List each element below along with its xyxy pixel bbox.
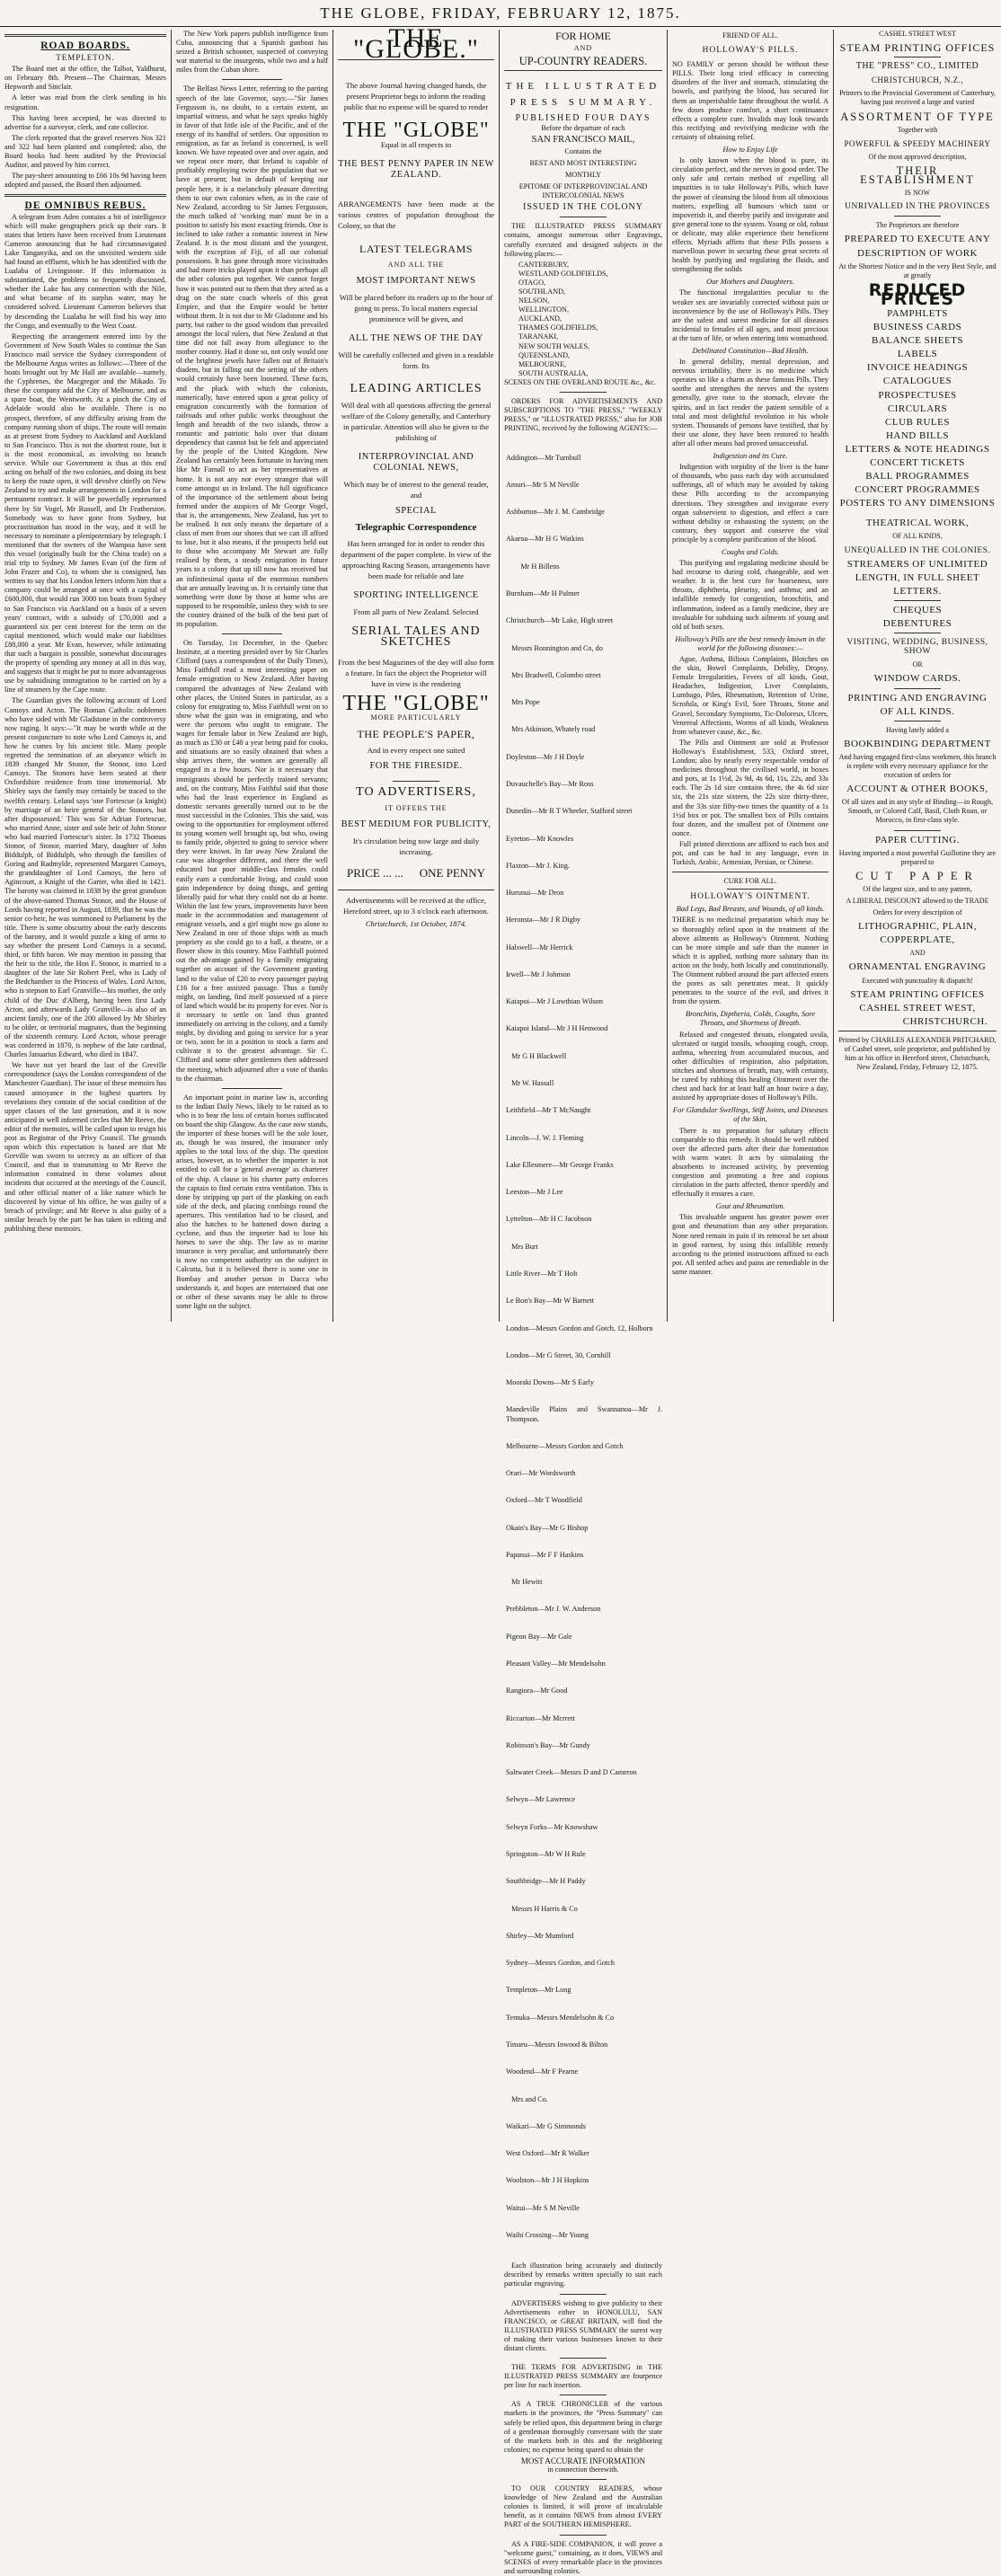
visiting-cards: VISITING, WEDDING, BUSINESS, SHOW [846, 638, 988, 657]
steam-printing-offices: STEAM PRINTING OFFICES [839, 41, 996, 55]
subheading: For Glandular Swellings, Stiff Joints, and Diseases of the Skin, [672, 1106, 828, 1124]
agent-item: Temuka—Messrs Mendelsohn & Co [506, 2013, 615, 2022]
deal-text: Will deal with all questions affecting the general welfare of the Colony generally, and Canterbury in particular. Attention will also be given to the publishing of [341, 401, 492, 442]
agent-item: Mrs Bradwell, Colombo street [506, 670, 601, 679]
service-item: CIRCULARS [887, 403, 948, 414]
paragraph: This purifying and regulating medicine should be had recourse to during cold, changeable, and wet weather. It is the best cure for hoarseness, sore throats, diphtheria, pleurisy, and asthma; and an infallible remedy for congestion, bronchitis, and inflammation, indeed as a family medicine, they are invaluable for subduing such ailments of young and old of both sexes. [672, 559, 828, 631]
agent-item: Leithfield—Mr T McNaught [506, 1106, 591, 1115]
of-all-kinds: OF ALL KINDS, [892, 532, 943, 541]
country-paragraph: TO OUR COUNTRY READERS, whose knowledge of New Zealand and the Australian colonies is limited, it will prove of incalculable benefit, as it contains NEWS from almost EVERY PART of the SOUTHERN HEMISPHERE. [504, 2484, 662, 2529]
holloways-ointment-heading: HOLLOWAY'S OINTMENT. [690, 892, 811, 902]
their-establishment: THEIR ESTABLISHMENT [860, 164, 975, 187]
paragraph: Is only known when the blood is pure, its circulation perfect, and the nerves in good order. The only safe and certain method of expelling all impurities is to take Holloway's Pills, which have the power of cleansing the blood from all obnoxious matters, expelling all humours which taint or impoverish it, and thereby purify and invigorate and give general tone to the system. Young or old, robust or delicate, may alike experience their beneficent effects. Myriads affirm that these Pills possess a marvellous power in securing these great secrets of health by purifying and regulating the fluids, and strengthening the solids [672, 156, 828, 274]
subheading: Bronchitis, Diptheria, Colds, Coughs, Sore Throats, and Shortness of Breath. [685, 1010, 816, 1028]
place-item: TARANAKI, [518, 332, 559, 341]
monthly-label: MONTHLY [564, 170, 602, 179]
press-summary-title: PRESS SUMMARY. [509, 97, 657, 109]
paragraph: The New York papers publish intelligence from Cuba, announcing that a Spanish gunboat has seized a British schooner, suspected of conveying war material to the insurgents, while two and a half miles from the Cuban shore. [176, 30, 328, 75]
service-item: BALANCE SHEETS [871, 335, 964, 347]
lithographic: LITHOGRAPHIC, PLAIN, [858, 921, 977, 933]
agent-item: Templeton—Mr Long [506, 1986, 571, 1995]
proprietors-label: The Proprietors are therefore [875, 221, 960, 230]
column-road-boards [0, 30, 171, 1322]
paragraph: The Belfast News Letter, referring to the parting speech of the late Governor, says:—"Sir James Fergusson is, no doubt, to a certain extent, an impartial witness, and what he says speaks highly in favor of that little isle of the Pacific, and of the energy of its handful of settlers. Our opposition to emigration, as far as Ireland is concerned, is well known. We have repeated over and over again, and we repeat once more, that Ireland is capable of profitably employing twice the population that we have at present; but in default of keeping our people here, it is a melancholy pleasure directing them to our own colonies when, as in the case of New Zealand, according to Sir James Fergusson, the much talked of 'working man' must be in a position to satisfy his most exacting friends. One is inclined to take rather a romantic interest in New Zealand. It is the most distant and the youngest, with the exception of Fiji, of all our colonial possessions. It has gone through more vicissitudes and had more tricks played upon it than perhaps all the other colonies put together. We cannot forget how it was pointed out to them that they acted as a drag on the state coach wheels of this great Empire, and that the Empire would be better without them. It is not due to Mr Gladstone and his party, but rather to the good wisdom that prevailed amongst the local rulers, that New Zealand at that time did not fall away from allegiance to the mother country. Had it done so, not only would one of the brightest jewels have fallen out of Britain's diadem, but in falling out the setting of the others would certainly have been loosened. These facts, and the pluck with which the colonists, numerically, have entered upon a great policy of emigration concurrently with the formation of railroads and other public works throughout the length and breadth of the two islands, throw a romantic and patriotic halo over that distant dependency that cannot but be felt and appreciated by the people of the United Kingdom. New Zealand has certainly been fortunate in having men like Mr Farnall to act as her representatives at home. It is not any nor every stranger that will come amongst us in Ireland. The full significance of the importance of the settlement about being formed under the auspices of Mr George Vogel, that is, the arrangements, New Zealand, has yet to be realised. It not only means the departure of a class of men from our shores that we can ill afford to lose, but it also means, if the prospects held out to those who accompany Mr Stewart are fully realised by them, a steady emigration in future years to a colony that up till now has received but an infinitesimal quota of the enormous numbers that are annually leaving us. It is certainly time that something were done by those at home who are supposed to be responsible, unless they wish to see the country drained of the bulk of the best part of its population. [176, 84, 328, 628]
paragraph: Full printed directions are affixed to each box and pot, and can be had in any language, even in Turkish, Arabic, Armenian, Persian, or Chinese. [672, 839, 828, 867]
agent-item: Riccarton—Mr Mcrrett [506, 1713, 575, 1722]
agent-item: Mr G H Blackwell [506, 1051, 567, 1060]
agent-item: Prebbleton—Mr J. W. Anderson [506, 1605, 601, 1614]
and-label: AND [909, 949, 926, 958]
summary-paragraph: THE ILLUSTRATED PRESS SUMMARY contains, amongst numerous other Engravings, carefully executed and designed subjects in the following places:— [504, 222, 662, 258]
agent-item: London—Mr G Street, 30, Cornhill [506, 1350, 611, 1359]
globe-title-3: THE "GLOBE" [342, 692, 490, 715]
place-item: MELBOURNE, [518, 359, 566, 368]
sporting-intelligence: SPORTING INTELLIGENCE [353, 590, 479, 600]
service-item: POSTERS TO ANY DIMENSIONS [839, 498, 996, 509]
agent-item: Dunedin—Mr R T Wheeler, Stafford street [506, 807, 633, 816]
christchurch-2: CHRISTCHURCH. [902, 1015, 988, 1027]
from-best-text: From the best Magazines of the day will also form a feature. In fact the object the Proprietor will have in view is the rendering [338, 658, 494, 688]
divider [560, 392, 607, 393]
chronicler-paragraph: AS A TRUE CHRONICLER of the various markets in the provinces, the "Press Summary" can safely be relied upon, this department being in charge of a gentleman thoroughly conversant with the state of the markets both in this and the neighboring colonies; no expense being spared to obtain the [504, 2400, 662, 2454]
agent-item: Kaiapoi Island—Mr J H Henwood [506, 1024, 608, 1033]
agent-item: Leeston—Mr J Lee [506, 1188, 563, 1197]
account-books: ACCOUNT & OTHER BOOKS, [846, 783, 988, 795]
length-full-sheet: LENGTH, IN FULL SHEET [855, 571, 980, 583]
powerful-machinery: POWERFUL & SPEEDY MACHINERY [844, 138, 991, 148]
agent-item: London—Messrs Gordon and Gotch, 12, Holborn [506, 1323, 653, 1332]
subheading: Debilitated Constitution—Bad Health. [692, 347, 809, 355]
agent-item: Okain's Bay—Mr G Bishop [506, 1523, 589, 1532]
paragraph: Respecting the arrangement entered into by the Government of New South Wales to continue the San Francisco mail service the Sydney correspondent of the Melbourne Argus writes as follows:—Three of the boats brought out by Mr Hall are available—namely, the Cyphrenes, the Macgregor and the Mikado. To these the company add the City of Melbourne, and as a spare boat, the Wentworth. At a pinch the City of Adelaide would also be available. There is no prospect, therefore, of any difficulty arising from the company running short of ships. The route will remain as at present from Sydney to Auckland and Auckland to San Francisco. This is not the shortest route, but it is the most economical, as involving no branch service. While our Government is thus at this end acting on behalf of the two colonies, and doing its best to keep the route open, it will devolve chiefly on New Zealand to try and make arrangements in London for a permanent contract. It will be powerfully represented there by Sir Vogel, Mr Russell, and Dr Featherston. Somebody was to have gone from Sydney, but procrastination has stood in the way, and it will be necessary to nominate a plenipotentiary by telegraph. I mentioned that the owners of the Wampoa have sent this vessel (originally built for the China trade) on a trial trip to Sydney. Mr James Evan (of the firm of John Frazer and Co), to whom she is consigned, has written to say that his London letters inform him that a company could be arranged at once with a capital of £600,000, that would run 3000 ton boats from Sydney to San Francisco via Auckland on a basis of a seven years' contract, with a subsidy of £70,000 and a guaranteed six per cent interest for the term on the capital mentioned, which would make our liabilities £88,000 a year. Mr Evan, however, while intimating that such a bargain is possible, somewhat discourages the property of spending any money at all in this way, and suggests that it might be put to more advantageous use by subsidising immigration to be carried on by a line of steamers by the Cape route. [4, 332, 166, 695]
most-accurate: MOST ACCURATE INFORMATION [520, 2456, 646, 2465]
agent-item: Little River—Mr T Holt [506, 1270, 578, 1278]
column-printing-ad [834, 30, 1001, 1322]
agent-item: Southbridge—Mr H Paddy [506, 1877, 586, 1886]
best-medium: BEST MEDIUM FOR PUBLICITY, [341, 819, 492, 829]
unequalled: UNEQUALLED IN THE COLONIES. [844, 545, 991, 555]
agent-item: Addington—Mr Turnbull [506, 453, 581, 462]
service-item: PROSPECTUSES [878, 389, 957, 401]
engaged-text: And having engaged first-class workmen, this branch is replete with every necessary appliance for the execution of orders for [838, 752, 997, 780]
orders-paragraph: ORDERS FOR ADVERTISEMENTS AND SUBSCRIPTIONS TO "THE PRESS," "WEEKLY PRESS," or "ILLUSTRATED PRESS," also for JOB PRINTING, received by the following AGENTS:— [504, 397, 662, 433]
circulation-text: It's circulation being now large and daily increasing. [352, 837, 480, 856]
it-offers: IT OFFERS THE [385, 804, 447, 812]
of-all-kinds-2: OF ALL KINDS. [880, 705, 955, 717]
printing-engraving: PRINTING AND ENGRAVING [847, 692, 988, 704]
having-added: Having lately added a [886, 725, 949, 734]
divider [560, 2479, 607, 2480]
agent-item: Orari—Mr Wordsworth [506, 1469, 576, 1478]
divider [560, 2294, 607, 2295]
agent-item: Papanui—Mr F F Haskins [506, 1550, 584, 1559]
agent-item: Pleasant Valley—Mr Mendelsohn [506, 1660, 606, 1669]
printers-imprint: Printed by CHARLES ALEXANDER PRITCHARD, of Cashel street, sole proprietor, and published by him at his office in Hereford street, Christchurch, New Zealand, Friday, February 12, 1875. [838, 1035, 997, 1072]
to-advertisers: TO ADVERTISERS, [356, 785, 476, 799]
steam-printing-2: STEAM PRINTING OFFICES [850, 988, 985, 1000]
agent-item: Mrs Burt [506, 1242, 538, 1251]
shortest-notice: At the Shortest Notice and in the very Best Style, and at greatly [838, 261, 997, 279]
subheading: Gout and Rheumatism. [715, 1202, 785, 1211]
fireside-paragraph: AS A FIRE-SIDE COMPANION, it will prove a "welcome guest," containing, as it does, VIEWS and SCENES of every remarkable place in the provinces and surrounding colonies. [504, 2539, 662, 2575]
agent-item: Lincoln—J. W. J. Fleming [506, 1133, 584, 1142]
press-company: THE "PRESS" CO., LIMITED [855, 61, 979, 72]
divider [560, 2358, 607, 2359]
agent-item: Heronsta—Mr J R Digby [506, 916, 581, 925]
divider [894, 600, 942, 601]
divider [504, 70, 662, 71]
interest-text: Which may be of interest to the general reader, and [343, 480, 489, 500]
agent-item: Rangiora—Mr Good [506, 1686, 568, 1695]
printers-text: Printers to the Provincial Government of Canterbury, having just received a large and varied [839, 89, 996, 107]
globe-title: THE "GLOBE." [353, 23, 479, 64]
de-omnibus-heading: DE OMNIBUS REBUS. [24, 200, 146, 212]
agent-item: Timaru—Messrs Inwood & Bilton [506, 2040, 608, 2049]
fireside-label: FOR THE FIRESIDE. [369, 761, 463, 771]
paragraph: An important point in marine law is, according to the Indian Daily News, likely to be raised as to who is to bear the loss of certain horses suffocated on board the ship Glasgow. As the case now stands, the importer of these horses will be the sole loser, as, though he was insured, the insurance only applies to the total loss of the ship. The question arises, however, as to whether the importer is not entitled to call for a 'general average' as charterer of the ship. A clause in his charter party enforces the captain to find certain extra ventilation. This is done by stripping up part of the planking on each side of the deck, and placing combings round the apertures. This ventilation had to be closed, and also the hatches to be battened down during a cyclone, and thus the importer had to lose his horses to save the ship. The law as to marine insurance is very peculiar, and unfortunately there is now no competent authority on the subject in Calcutta, but it is believed there is some one in Bombay and another person in Dacca who understands it, and hopes are entertained that one or other of these savants may be able to throw some light on the subject. [176, 1093, 328, 1310]
has-been-text: Has been arranged for in order to render this department of the paper complete. In view of the approaching Racing Season, arrangements have been made for reliable and late [341, 539, 492, 580]
largest-size: Of the largest size, and to any pattern, [863, 884, 972, 893]
paragraph: The clerk reported that the gravel reserves Nos 321 and 322 had been planted and completed; also, the Board books had been audited by the Provincial Auditor, and proved by him correct. [4, 133, 166, 170]
more-particularly: MORE PARTICULARLY [370, 713, 462, 721]
divider [222, 1088, 283, 1089]
sizes-text: Of all sizes and in any style of Binding—in Rough, Smooth, or Colored Calf, Basil, Cloth Roan, or Morocco, in first-class style. [841, 798, 994, 825]
agent-item: Selwyn Forks—Mr Knowshaw [506, 1822, 598, 1831]
paper-cutting: PAPER CUTTING. [875, 834, 960, 845]
service-item: HAND BILLS [885, 429, 950, 441]
orders-label: Orders for every description of [873, 908, 962, 917]
divider [560, 2535, 607, 2536]
serial-tales: SERIAL TALES AND SKETCHES [351, 624, 481, 649]
divider [894, 57, 942, 58]
divider [4, 194, 166, 197]
agent-item: Saltwater Creek—Messrs D and D Cameron [506, 1768, 637, 1777]
bookbinding: BOOKBINDING DEPARTMENT [844, 738, 991, 749]
agent-item: West Oxford—Mr R Walker [506, 2149, 589, 2158]
agent-item: Waitui—Mr S M Neville [506, 2203, 580, 2212]
agent-item: Mr Hewitt [506, 1578, 543, 1587]
ornamental-engraving: ORNAMENTAL ENGRAVING [848, 961, 987, 973]
paragraph: The Guardian gives the following account of Lord Camoys and Acton. The Roman Catholic noblemen who have sided with Mr Gladstone in the controversy now raging. It says:—"It may be worth while at the present conjuncture to note who Lord Camoys is, and how he comes by his ancient title. Many people regretted the termination of an abeyance which in 1839 changed Mr Stonor, the Stonor, into Lord Camoys. The Stonors have been seated at their Oxfordshire residence from time immemorial. Mr Shirley says the family may certainly be traced to the twelfth century. Leland says 'one Fortescue (a knight) by marriage of an heire general of the Stonors, but after dispossessed.' This was Sir Adrian Fortescue, who married Anne, sister and sole heir of John Stonor who had married Fortescue's sister. In 1732 Thomas Stonor, of Stonor, married Mary, daughter of John Biddulph, of Biddulph, who through the families of Goring and Radmylde, represented Margaret Camoys, the granddaughter of Lord Camoys, the hero of Agincourt, a Knight of the Garter, who died in 1421. The barony was claimed in 1838 by the great grandson of the above-named Thomas Stonor, and the House of Lords having reported in August, 1839, that he was the senior co-heir, he was summoned to Parliament by the title. There is some obscurity about the early descents of the barony, and it would puzzle a king of arms to say whether the present Lord Camoys is a second, third, or fifth baron. We may mention in passing that the heir to the title, the Hon F. Stonor, is married to a daughter of the late Sir Robert Peel, who is Lady of the Bedchamber to the Princess of Wales. Lord Acton, who is stepson to Earl Granville—his mother, the only child of the Duc d'Alberg, having been first Lady Acton, and afterwards Lady Granville—is also of an ancient family, one of the 200 allowed by Mr Shirley to be older, or territorial magnates, than the beginning of the sixteenth century. Lord Acton, whose peerage was conferred in 1870, is nephew of the late cardinal, Charles Januarius Edward, who died in 1847. [4, 696, 166, 1059]
place-item: CANTERBURY, [518, 260, 570, 269]
column-globe-ad [333, 23, 499, 1322]
service-item: CONCERT PROGRAMMES [855, 484, 980, 496]
assortment-of-type: ASSORTMENT OF TYPE [840, 110, 995, 123]
agent-item: Shirley—Mr Mumford [506, 1931, 574, 1940]
paragraph: On Tuesday, 1st December, in the Quebec Institute, at a meeting presided over by Sir Charles Clifford (says a correspondent of the Daily Times), Miss Faithfull read a most interesting paper on female emigration to New Zealand. After having compared the advantages of New Zealand with other places, the United States in particular, as a colony for emigrating to, Miss Faithfull went on to show what the gain was in emigrating, and who were the persons who ought to emigrate. The wages for female labor in New Zealand are high, as much as £30 or £40 a year being paid for cooks, and situations are so easily obtained that when a ship arrives there, the women are generally all engaged in a few hours. Nor is it necessary that immigrants should be perfectly trained servants; and, on the contrary, Miss Faithful said that those who had the least experience in England as domestic servants generally turned out to be the most successful in the Colonies. This she said, was owing to the opportunities for employment offered to young women well brought up, but who, owing to family pride, objected to going to service where they were known. In far away New Zealand the case was altogether different, and there the well educated but poor middle-class females could easily earn a comfortable living, and could soon gain independence by doing things, and getting liberally paid for what they could not do at home. Within the last few years, improvements have been made in the accommodation and management of emigrant vessels, and a girl might now go alone to New Zealand in one of those ships with as much propriety as she could go to a ball, a theatre, or a flower show in this country. Miss Faithfull pointed out the advantage gained by a family emigrating together on account of the Government granting land to the value of £20 to every passenger paying £16 for a free assisted passage. Thus a family might, on landing, find itself possessed of a piece of land which would be its property for ever. Nor is it necessary to settle on land thus granted immediately on arriving in the colony, and a family might, by dividing and going to service for a year or two, soon be in a position to stock a farm and cultivate it to the greatest advantage. Sir C. Clifford and some other gentlemen then addressed the meeting, which adjourned after a vote of thanks to the chairman. [176, 639, 328, 1083]
for-home: FOR HOME [555, 30, 611, 42]
place-item: SCENES ON THE OVERLAND ROUTE &c., &c. [504, 377, 656, 386]
up-country: UP-COUNTRY READERS. [518, 55, 648, 68]
place-item: WELLINGTON, [518, 305, 570, 314]
ads-received-text: Advertisements will be received at the office, Hereford street, up to 3 o'clock each afternoon. [343, 896, 489, 916]
or-label: OR [912, 660, 923, 669]
service-item: LETTERS & NOTE HEADINGS [845, 443, 990, 455]
reduced-prices: REDUCED PRICES [868, 279, 967, 309]
agents-list [504, 435, 662, 2258]
leading-articles: LEADING ARTICLES [350, 382, 483, 395]
arrangements-text: ARRANGEMENTS have been made at the various centres of population throughout the Colony, so that the [338, 199, 494, 230]
agent-item: Duvauchelle's Bay—Mr Ross [506, 779, 594, 788]
best-most-interesting: BEST AND MOST INTERESTING [529, 158, 637, 167]
illustrated-title: THE ILLUSTRATED [505, 81, 661, 93]
divider [894, 216, 942, 217]
streamers: STREAMERS OF UNLIMITED [846, 558, 988, 570]
agent-item: Pigeon Bay—Mr Gale [506, 1632, 572, 1641]
paragraph: Ague, Asthma, Bilious Complaints, Blotches on the skin, Bowel Complaints, Debility, Dropsy, Female Irregularities, Fevers of all kinds, Gout, Headaches, Indigestion, Liver Complaints, Lumbago, Piles, Rheumatism, Retention of Urine, Scrofula, or King's Evil, Sore Throats, Stone and Gravel, Secondary Symptoms, Tic-Doloreux, Ulcers, Venereal Affections, Worms of all kinds, Weakness from whatever cause, &c., &c. [672, 655, 828, 736]
globe-title-2: THE "GLOBE" [342, 119, 490, 142]
and-in-text: And in every respect one suited [367, 746, 465, 755]
cashel-street: CASHEL STREET WEST [879, 30, 956, 38]
paragraph: The pay-sheet amounting to £66 10s 9d having been adopted and passed, the Board then adjourned. [4, 172, 166, 190]
and-label: AND [573, 44, 593, 53]
holloways-pills-heading: HOLLOWAY'S PILLS. [702, 46, 799, 56]
road-boards-heading: ROAD BOARDS. [40, 40, 130, 51]
agent-item: Kaiapoi—Mr J Lowthian Wilson [506, 997, 603, 1006]
paragraph: In general debility, mental depression, and nervous irritability, there is no medicine which operates so like a charm as these famous Pills. They soothe and strengthen the nerves and the system generally, give tone to the stomach, elevate the spirits, and in fact render the patient sensible of a total and most delightful revolution in his whole system. Thousands of persons have testified, that by their use alone, they have been restored to health after all other means had proved unsuccessful. [672, 358, 828, 447]
from-all-text: From all parts of New Zealand. Selected [353, 607, 479, 616]
agent-item: Mandeville Plains and Swannanoa—Mr J. Thompson. [506, 1405, 662, 1423]
column-news [172, 30, 332, 1322]
letters-label: LETTERS. [893, 585, 942, 597]
best-penny-text: THE BEST PENNY PAPER IN NEW ZEALAND. [338, 159, 494, 180]
christchurch-nz: CHRISTCHURCH, N.Z., [871, 75, 964, 85]
agent-item: Amuri—Mr S M Neville [506, 480, 580, 489]
peoples-paper: THE PEOPLE'S PAPER, [357, 728, 475, 740]
subheading: Our Mothers and Daughters. [706, 278, 794, 287]
cashel-street-2: CASHEL STREET WEST, [859, 1002, 976, 1014]
agent-item: Ashburton—Mr J. M. Cambridge [506, 508, 605, 517]
paragraph: The functional irregularities peculiar to the weaker sex are invariably corrected without pain or inconvenience by the use of Holloway's Pills. They are the safest and surest medicine for all diseases incidental to females of all ages, and most precious at the turn of life, or when entering into womanhood. [672, 288, 828, 342]
agent-item: Sydney—Messrs Gordon, and Gotch [506, 1959, 615, 1968]
prepared-label: PREPARED TO EXECUTE ANY [844, 234, 991, 245]
liberal-discount: A LIBERAL DISCOUNT allowed to the TRADE [846, 897, 989, 905]
masthead: THE GLOBE, FRIDAY, FEBRUARY 12, 1875. [0, 0, 1001, 27]
place-item: QUEENSLAND, [518, 350, 571, 359]
service-item: CONCERT TICKETS [870, 457, 965, 468]
placed-before-text: Will be placed before its readers up to the hour of going to press. To local matters especial prominence will be given, and [339, 293, 493, 323]
before-departure: Before the departure of each [541, 123, 625, 132]
place-item: SOUTH AUSTRALIA, [518, 368, 589, 377]
service-item: BALL PROGRAMMES [865, 471, 970, 482]
agent-item: Mr H Billens [506, 562, 560, 571]
agent-item: Mr W. Hassall [506, 1079, 554, 1088]
friend-of-all: FRIEND OF ALL. [722, 31, 778, 40]
agent-item: Hurunui—Mr Dron [506, 889, 564, 898]
agent-item: Woolston—Mr J H Hopkins [506, 2176, 589, 2185]
agent-item: Le Bon's Bay—Mr W Barnett [506, 1297, 595, 1306]
place-item: THAMES GOLDFIELDS, [518, 323, 598, 332]
agent-item: Flaxton—Mr J. King. [506, 861, 570, 870]
service-item: LABELS [897, 349, 938, 360]
service-item: CLUB RULES [885, 416, 950, 428]
price-label: PRICE ... ... [347, 866, 403, 880]
places-list [504, 261, 662, 387]
sf-mail: SAN FRANCISCO MAIL, [531, 134, 635, 145]
special-label: SPECIAL [394, 506, 438, 516]
theatrical-work: THEATRICAL WORK, [865, 518, 970, 529]
dateline: Christchurch, 1st October, 1874. [365, 919, 467, 928]
agent-item: Waihi Crossing—Mr Young [506, 2230, 589, 2239]
agent-item: Burnham—Mr H Palmer [506, 589, 580, 598]
subheading: Coughs and Colds. [722, 547, 779, 556]
place-item: NELSON, [518, 297, 550, 305]
divider [222, 633, 283, 634]
subheading: Bad Legs, Bad Breasts, and Wounds, of all kinds. [676, 905, 825, 914]
divider [393, 781, 439, 782]
paragraph: NO FAMILY or person should be without these PILLS. Their long tried efficacy in correcting disorders of the liver and stomach, stimulating the bowels, and purifying the blood, has secured for them an imperishable fame throughout the world. A few doses produce comfort, a short continuance effects a complete cure. Invalids may look towards this rectifying and revivifying medicine with the certainty of obtaining relief. [672, 60, 828, 141]
paragraph: Indigestion with torpidity of the liver is the bane of thousands, who pass each day with accumulated sufferings, all of which may be avoided by taking these Pills according to the accompanying directions. They strengthen and invigorate every organ subservient to digestion, and effect a cure without debility or exhausting the system; on the contrary, they support and conserve the vital principle by a complete purification of the blood. [672, 463, 828, 544]
place-item: AUCKLAND, [518, 314, 562, 323]
service-item: INVOICE HEADINGS [866, 362, 969, 374]
place-item: NEW SOUTH WALES, [518, 341, 590, 350]
agent-item: Melbourne—Messrs Gordon and Gotch [506, 1441, 624, 1450]
agent-item: Woodend—Mr F Pearne [506, 2067, 579, 2076]
divider [4, 34, 166, 37]
price-line [347, 868, 485, 879]
agent-item: Irwell—Mr J Johnson [506, 969, 571, 978]
agent-item: Oxford—Mr T Woodfield [506, 1496, 582, 1505]
agent-item: Doyleston—Mr J H Doyle [506, 752, 585, 761]
place-item: OTAGO, [518, 278, 546, 287]
most-important-news: MOST IMPORTANT NEWS [356, 276, 476, 286]
subheading: How to Enjoy Life [722, 146, 778, 155]
agent-item: Christchurch—Mr Lake, High street [506, 616, 614, 625]
divider [727, 889, 774, 890]
issued-label: ISSUED IN THE COLONY [523, 202, 643, 213]
service-item: CATALOGUES [882, 376, 952, 387]
terms-paragraph: THE TERMS FOR ADVERTISING in THE ILLUSTRATED PRESS SUMMARY are fourpence per line for each insertion. [504, 2363, 662, 2390]
approved-description: Of the most approved description, [868, 152, 967, 161]
executed-label: Executed with punctuality & dispatch! [862, 976, 973, 985]
cheques: CHEQUES [892, 604, 943, 615]
copperplate: COPPERPLATE, [880, 934, 955, 946]
epitome-label: EPITOME OF INTERPROVINCIAL AND INTERCOLONIAL NEWS [518, 182, 648, 200]
cut-paper: CUT PAPER [855, 869, 979, 882]
agent-item: Messrs Bonnington and Co, do [506, 643, 603, 652]
carefully-text: Will be carefully collected and given in a readable form. Its [338, 350, 494, 370]
place-item: WESTLAND GOLDFIELDS, [518, 269, 608, 278]
paragraph: There is no preparation for salutary effects comparable to this remedy. It should be well rubbed over the affected parts after their due fomentation with warm water. It acts by stimulating the absorbents to increased activity, by preventing congestion and promoting a free and copious circulation in the parts affected, thence speedily and effectually it ensures a cure. [672, 1126, 828, 1199]
templeton-subheading: TEMPLETON. [56, 53, 115, 63]
is-now: IS NOW [904, 189, 931, 198]
paragraph: Relaxed and congested throats, elongated uvula, ulcerated or turgid tonsils, whooping cough, croup, asthma, wheezing from accumulated mucous, and other difficulties of respiration, also palpitation, stitches and shortness of breath, may, with certainty, be cured by rubbing this healing Ointment over the chest and back for at least half an hour twice a day, assisted by appropriate doses of Holloway's Pills. [672, 1030, 828, 1102]
advertisers-paragraph: ADVERTISERS wishing to give publicity to their Advertisements either in HONOLULU, SAN FRANCISCO, or GREAT BRITAIN, will find the ILLUSTRATED PRESS SUMMARY the surest way of making their various businesses known to their distant clients. [504, 2298, 662, 2352]
divider [894, 830, 942, 831]
equal-text: Equal in all respects to [380, 140, 452, 149]
agent-item: Lake Ellesmere—Mr George Franks [506, 1160, 614, 1169]
description-of-work: DESCRIPTION OF WORK [857, 247, 978, 259]
agent-item: Mrs and Co. [506, 2094, 548, 2103]
in-connection: in connection therewith. [547, 2465, 619, 2474]
latest-telegrams: LATEST TELEGRAMS [359, 243, 473, 255]
divider [222, 79, 283, 80]
agent-item: Waikari—Mr G Simmonds [506, 2121, 586, 2130]
imported-text: Having imported a most powerful Guillotine they are prepared to [838, 848, 997, 866]
and-all-the: AND ALL THE [387, 261, 445, 269]
telegraphic-correspondence: Telegraphic Correspondence [355, 522, 477, 533]
agent-item: Akaroa—Mr H G Watkins [506, 535, 584, 544]
cure-for-all: CURE FOR ALL. [723, 877, 777, 886]
subheading: Indigestion and its Cure. [713, 452, 788, 461]
agent-item: Selwyn—Mr Lawrence [506, 1795, 576, 1804]
paragraph: The Board met at the office, the Talbot, Yaldhurst, on February 8th. Present—The Chairman, Messrs Hepworth and Sinclair. [4, 65, 166, 92]
agent-item: Mrs Atkinson, Whately road [506, 725, 596, 734]
agent-item: Eyreton—Mr Knowles [506, 834, 574, 843]
agent-item: Messrs H Harris & Co [506, 1904, 578, 1913]
agent-item: Springston—Mr W H Rule [506, 1850, 586, 1858]
together-with: Together with [897, 125, 938, 134]
agent-item: Robinson's Bay—Mr Gundy [506, 1740, 590, 1749]
service-item: PAMPHLETS [887, 307, 948, 319]
paragraph: A telegram from Aden contains a bit of intelligence which will make geographers prick up their ears. It states that letters have been received from Lieutenant Cameron announcing that he had circumnavigated Lake Tanganyika, and on the unvisited western side had found an effluent, which he has identified with the Lualaba of Livingstone. If this information is substantiated, the problems so frequently discussed, whether the Lake has any connection with the Nile, and what became of its surplus water, may be considered solved. Lieutenant Cameron believes that by descending the Lualaba he will find his way into the Congo, and eventually to the West Coast. [4, 212, 166, 330]
interprovincial-news: INTERPROVINCIAL AND COLONIAL NEWS, [358, 452, 474, 473]
each-illustration: Each illustration being accurately and distinctly described by remarks written specially to suit each particular engraving. [504, 2262, 662, 2288]
subheading: Holloway's Pills are the best remedy known in the world for the following diseases:— [675, 634, 826, 652]
contains-label: Contains the [564, 146, 602, 155]
intro-text: The above Journal having changed hands, the present Proprietor begs to inform the reading public that no expense will be spared to render [343, 81, 489, 111]
paragraph: This having been accepted, he was directed to advertise for a surveyor, clerk, and rate collector. [4, 113, 166, 131]
paragraph: THERE is no medicinal preparation which may be so thoroughly relied upon in the treatment of the above ailments as Holloway's Ointment. Nothing can be more simple and safe than the manner in which it is applied, nothing more salutary than its action on the body, both locally and constitutionally. The Ointment rubbed around the part affected enters the pores as salt penetrates meat. It quickly penetrates to the source of the evil, and drives it from the system. [672, 916, 828, 1006]
all-the-news: ALL THE NEWS OF THE DAY [348, 333, 484, 343]
paragraph: This invaluable unguent has greater power over gout and rheumatism than any other preparation. None need remain in pain if its removal be set about in good earnest, by using this infallible remedy according to the printed instructions affixed to each pot. All settled aches and pains are remediable in the same manner. [672, 1213, 828, 1276]
column-holloway [668, 30, 833, 1322]
debentures: DEBENTURES [882, 618, 952, 630]
window-cards: WINDOW CARDS. [873, 673, 961, 685]
published-four-days: PUBLISHED FOUR DAYS [515, 113, 651, 124]
service-item: BUSINESS CARDS [873, 322, 962, 333]
unrivalled: UNRIVALLED IN THE PROVINCES [845, 202, 990, 212]
column-press-summary [500, 30, 667, 2575]
paragraph: The Pills and Ointment are sold at Professor Holloway's Establishment, 533, Oxford street, London; also by nearly every respectable vendor of medicines throughout the civilised world, in boxes and pots, at 1s 1½d, 2s 9d, 4s 6d, 11s, 22s, and 33s each. The 2s 1d size contains three, the 4s 6d size six, the 21s size sixteen, the 22s size thirty-three, and the 33s size fifty-two times the quantity of a 1s 1½d box or pot. The smallest box of Pills contains four dozen, and the smallest pot of Ointment one ounce. [672, 738, 828, 837]
agent-item: Mooraki Downs—Mr S Early [506, 1378, 595, 1387]
price-value: ONE PENNY [419, 866, 485, 880]
agent-item: Lyttelton—Mr H C Jacobson [506, 1215, 592, 1224]
place-item: SOUTHLAND, [518, 287, 566, 296]
paragraph: A letter was read from the clerk sending in his resignation. [4, 93, 166, 111]
agent-item: Mrs Pope [506, 698, 540, 707]
paragraph: We have not yet heard the last of the Greville correspondence (says the London correspondent of the Manchester Guardian). The issue of these memoirs has caused annoyance in the highest quarters by revelations they contain of the social condition of the upper classes of the last generation, and it is now anticipated in well informed circles that Mr Reeve, the editor of the memoirs, will be called upon to resign his post as Registrar of the Privy Council. The grounds upon which this expectation is based are that Mr Greville was sworn to secrecy as an officer of that Council, and that in transmitting to Mr Reeve the information contained in these volumes about incidents that occurred at the meetings of the Council, and other official matter of a like nature which he discovered by virtue of his office, he was guilty of a breach of privilege; and Mr Reeve is also guilty of a similar breach by the part he has taken in editing and publishing these memoirs. [4, 1061, 166, 1233]
agent-item: Halswell—Mr Herrick [506, 943, 573, 952]
divider [894, 688, 942, 689]
